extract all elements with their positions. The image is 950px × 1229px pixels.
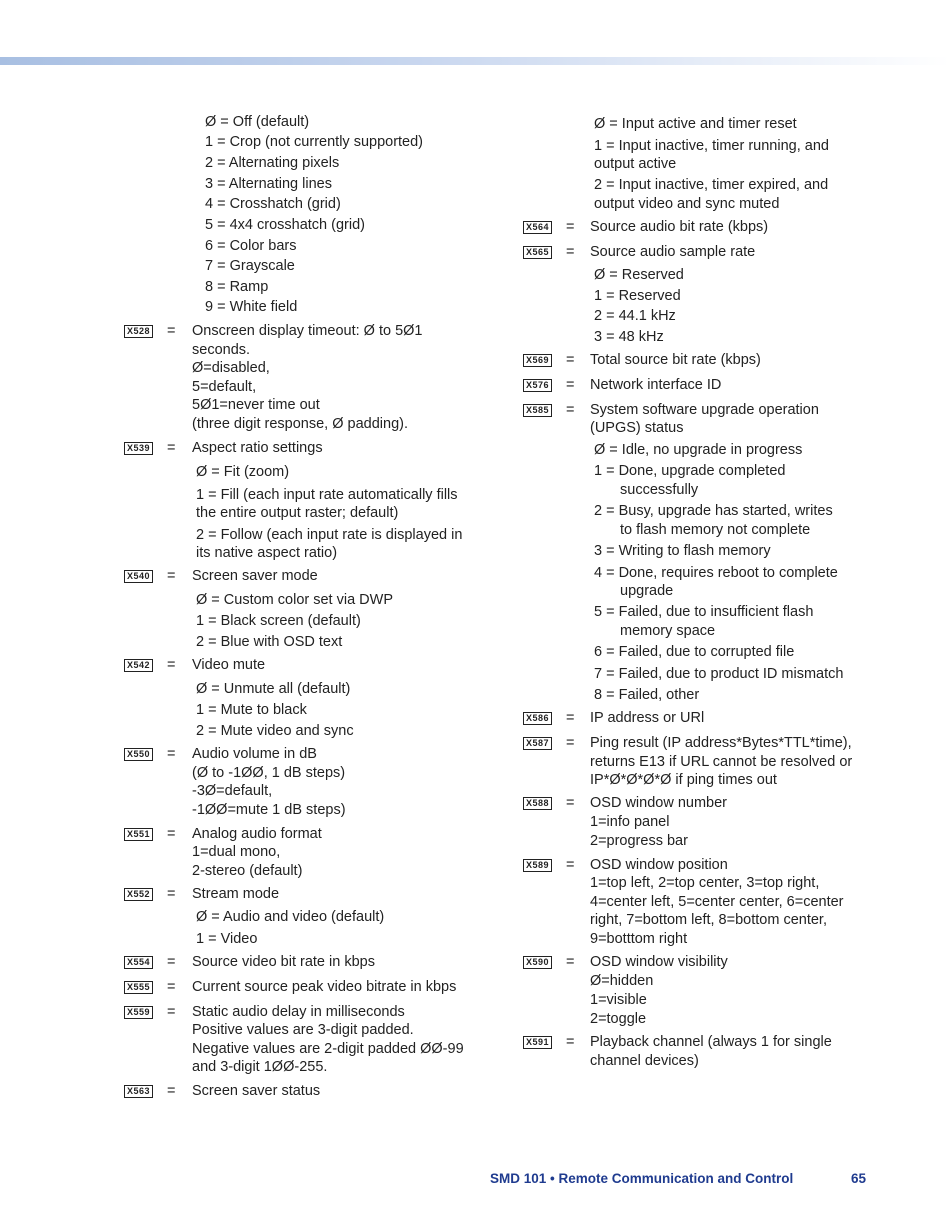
variable-tag: X589 [523, 859, 552, 872]
text-line: 2 = 44.1 kHz [594, 308, 676, 324]
text-line: 5 = 4x4 crosshatch (grid) [205, 217, 365, 233]
text-line: 1 = Black screen (default) [196, 613, 361, 629]
text-line: 9=botttom right [590, 931, 688, 947]
text-line: Playback channel (always 1 for single [590, 1034, 832, 1050]
text-line: successfully [620, 482, 699, 498]
text-line: Ø = Input active and timer reset [594, 116, 797, 132]
text-line: Negative values are 2-digit padded ØØ-99 [192, 1041, 464, 1057]
equals-sign: = [167, 954, 176, 970]
equals-sign: = [167, 979, 176, 995]
text-line: Ø = Custom color set via DWP [196, 592, 394, 608]
text-line: Audio volume in dB [192, 746, 317, 762]
text-line: Ø = Audio and video (default) [196, 909, 385, 925]
page-number: 65 [851, 1171, 867, 1186]
variable-tag: X554 [124, 956, 153, 969]
equals-sign: = [167, 323, 176, 339]
text-line: upgrade [620, 583, 674, 599]
text-line: (UPGS) status [590, 420, 684, 436]
text-line: 8 = Ramp [205, 279, 269, 295]
text-line: Ø = Unmute all (default) [196, 681, 351, 697]
text-line: 4=center left, 5=center center, 6=center [590, 894, 844, 910]
text-line: Ø = Idle, no upgrade in progress [594, 442, 803, 458]
equals-sign: = [566, 377, 575, 393]
text-line: output active [594, 156, 677, 172]
variable-tag: X563 [124, 1085, 153, 1098]
text-line: 2=toggle [590, 1011, 647, 1027]
variable-tag: X542 [124, 659, 153, 672]
text-line: Ø=disabled, [192, 360, 270, 376]
text-line: OSD window number [590, 795, 727, 811]
text-line: 1 = Reserved [594, 288, 681, 304]
variable-tag: X587 [523, 737, 552, 750]
variable-tag: X559 [124, 1006, 153, 1019]
text-line: OSD window visibility [590, 954, 728, 970]
text-line: Onscreen display timeout: Ø to 5Ø1 [192, 323, 423, 339]
text-line: Screen saver status [192, 1083, 321, 1099]
equals-sign: = [167, 657, 176, 673]
variable-tag: X590 [523, 956, 552, 969]
text-line: to flash memory not complete [620, 522, 811, 538]
text-line: 9 = White field [205, 299, 298, 315]
text-line: -3Ø=default, [192, 783, 273, 799]
equals-sign: = [167, 886, 176, 902]
equals-sign: = [566, 244, 575, 260]
text-line: the entire output raster; default) [196, 505, 399, 521]
text-line: right, 7=bottom left, 8=bottom center, [590, 912, 827, 928]
equals-sign: = [566, 857, 575, 873]
text-line: Total source bit rate (kbps) [590, 352, 761, 368]
text-line: Ø=hidden [590, 973, 654, 989]
text-line: (three digit response, Ø padding). [192, 416, 409, 432]
text-line: its native aspect ratio) [196, 545, 338, 561]
equals-sign: = [566, 402, 575, 418]
text-line: 1 = Input inactive, timer running, and [594, 138, 829, 154]
text-line: Ø = Fit (zoom) [196, 464, 290, 480]
text-line: Aspect ratio settings [192, 440, 323, 456]
text-line: 6 = Color bars [205, 238, 297, 254]
text-line: 1 = Mute to black [196, 702, 307, 718]
text-line: channel devices) [590, 1053, 699, 1069]
text-line: Network interface ID [590, 377, 722, 393]
text-line: 2 = Mute video and sync [196, 723, 354, 739]
variable-tag: X576 [523, 379, 552, 392]
footer-title: SMD 101 • Remote Communication and Control [490, 1171, 794, 1186]
variable-tag: X540 [124, 570, 153, 583]
text-line: 1=dual mono, [192, 844, 281, 860]
text-line: Ø = Off (default) [205, 114, 310, 130]
equals-sign: = [566, 795, 575, 811]
variable-tag: X588 [523, 797, 552, 810]
text-line: IP*Ø*Ø*Ø*Ø if ping times out [590, 772, 777, 788]
text-line: Ø = Reserved [594, 267, 684, 283]
variable-tag: X564 [523, 221, 552, 234]
text-line: 5 = Failed, due to insufficient flash [594, 604, 814, 620]
text-line: 2=progress bar [590, 833, 688, 849]
text-line: 3 = Writing to flash memory [594, 543, 771, 559]
text-line: 6 = Failed, due to corrupted file [594, 644, 795, 660]
equals-sign: = [167, 826, 176, 842]
equals-sign: = [566, 735, 575, 751]
text-line: 1=top left, 2=top center, 3=top right, [590, 875, 820, 891]
text-line: 2 = Alternating pixels [205, 155, 340, 171]
text-line: 7 = Failed, due to product ID mismatch [594, 666, 844, 682]
text-line: Screen saver mode [192, 568, 318, 584]
text-line: Current source peak video bitrate in kbps [192, 979, 457, 995]
equals-sign: = [566, 219, 575, 235]
text-line: 2 = Busy, upgrade has started, writes [594, 503, 833, 519]
text-line: 1 = Video [196, 931, 258, 947]
text-line: output video and sync muted [594, 196, 780, 212]
text-line: 4 = Crosshatch (grid) [205, 196, 341, 212]
text-line: 1 = Done, upgrade completed [594, 463, 786, 479]
equals-sign: = [566, 710, 575, 726]
text-line: returns E13 if URL cannot be resolved or [590, 754, 853, 770]
text-line: 5=default, [192, 379, 257, 395]
equals-sign: = [167, 1004, 176, 1020]
equals-sign: = [566, 954, 575, 970]
text-line: Static audio delay in milliseconds [192, 1004, 405, 1020]
text-line: IP address or URl [590, 710, 705, 726]
variable-tag: X528 [124, 325, 153, 338]
text-line: (Ø to -1ØØ, 1 dB steps) [192, 765, 346, 781]
text-line: System software upgrade operation [590, 402, 819, 418]
text-line: 2 = Input inactive, timer expired, and [594, 177, 829, 193]
text-line: 3 = 48 kHz [594, 329, 664, 345]
text-line: 8 = Failed, other [594, 687, 700, 703]
variable-tag: X585 [523, 404, 552, 417]
text-line: Video mute [192, 657, 266, 673]
equals-sign: = [566, 352, 575, 368]
text-line: 2 = Follow (each input rate is displayed in [196, 527, 463, 543]
text-line: 2 = Blue with OSD text [196, 634, 343, 650]
text-line: 7 = Grayscale [205, 258, 295, 274]
text-line: 3 = Alternating lines [205, 176, 332, 192]
text-line: Stream mode [192, 886, 280, 902]
text-line: Ping result (IP address*Bytes*TTL*time), [590, 735, 852, 751]
text-line: 1 = Fill (each input rate automatically fills [196, 487, 458, 503]
text-line: 5Ø1=never time out [192, 397, 320, 413]
variable-tag: X565 [523, 246, 552, 259]
equals-sign: = [566, 1034, 575, 1050]
variable-tag: X586 [523, 712, 552, 725]
equals-sign: = [167, 568, 176, 584]
text-line: Source video bit rate in kbps [192, 954, 375, 970]
text-line: 2-stereo (default) [192, 863, 303, 879]
text-line: Source audio bit rate (kbps) [590, 219, 769, 235]
header-gradient-bar [0, 57, 950, 65]
variable-tag: X569 [523, 354, 552, 367]
text-line: 1=visible [590, 992, 647, 1008]
variable-tag: X555 [124, 981, 153, 994]
text-line: memory space [620, 623, 716, 639]
text-line: OSD window position [590, 857, 728, 873]
text-line: 1=info panel [590, 814, 670, 830]
variable-tag: X551 [124, 828, 153, 841]
equals-sign: = [167, 440, 176, 456]
variable-tag: X539 [124, 442, 153, 455]
text-line: seconds. [192, 342, 251, 358]
text-line: 1 = Crop (not currently supported) [205, 134, 424, 150]
text-line: 4 = Done, requires reboot to complete [594, 565, 838, 581]
text-line: -1ØØ=mute 1 dB steps) [192, 802, 346, 818]
variable-tag: X550 [124, 748, 153, 761]
text-line: Positive values are 3-digit padded. [192, 1022, 414, 1038]
equals-sign: = [167, 746, 176, 762]
variable-tag: X591 [523, 1036, 552, 1049]
text-line: Source audio sample rate [590, 244, 756, 260]
equals-sign: = [167, 1083, 176, 1099]
text-line: and 3-digit 1ØØ-255. [192, 1059, 328, 1075]
text-line: Analog audio format [192, 826, 322, 842]
variable-tag: X552 [124, 888, 153, 901]
